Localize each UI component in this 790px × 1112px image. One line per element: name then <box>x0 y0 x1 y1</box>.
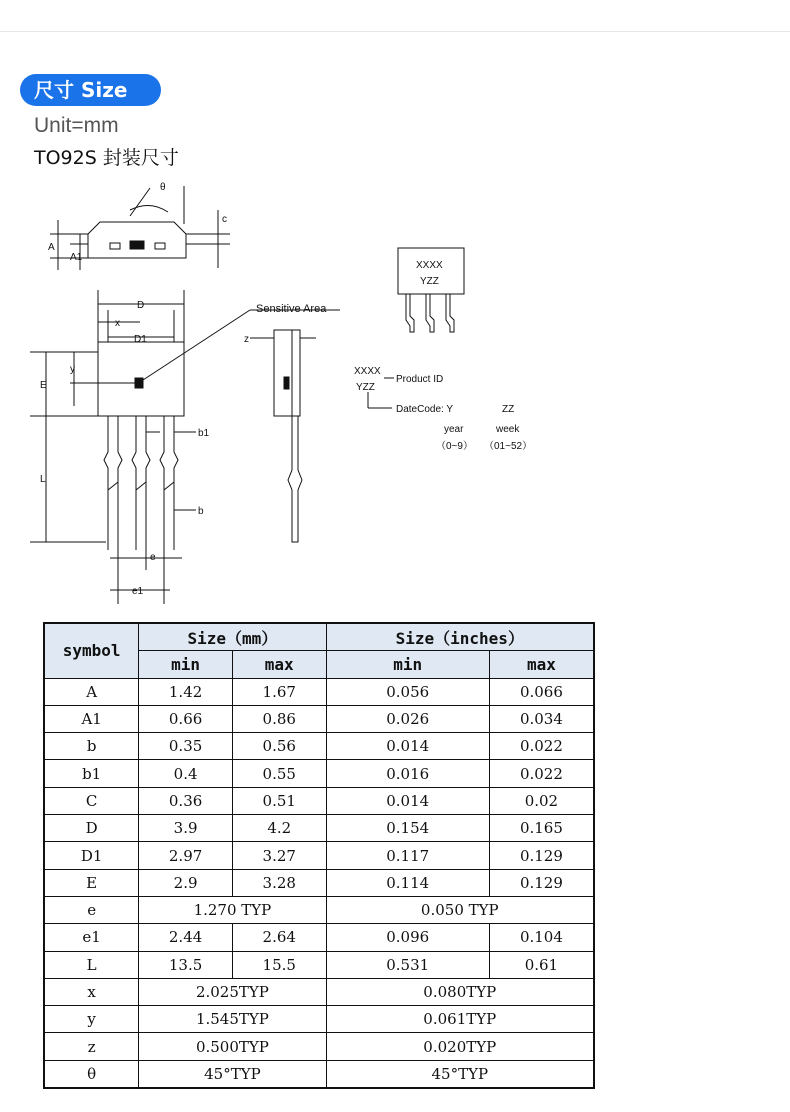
table-row: z 0.500TYP 0.020TYP <box>44 1033 594 1060</box>
label-theta: θ <box>160 182 166 193</box>
datecode-label: DateCode: Y <box>396 404 454 415</box>
label-y: y <box>70 364 75 375</box>
mm-max-header: max <box>232 651 326 678</box>
table-row: C 0.36 0.51 0.014 0.02 <box>44 787 594 814</box>
label-A: A <box>48 242 55 253</box>
label-b1: b1 <box>198 428 210 439</box>
unit-label: Unit=mm <box>34 114 119 137</box>
year-range: （0~9） <box>436 441 473 452</box>
label-e1: e1 <box>132 586 144 597</box>
marking-line1: XXXX <box>416 260 443 271</box>
table-row: E 2.9 3.28 0.114 0.129 <box>44 869 594 896</box>
label-c: c <box>222 214 227 225</box>
table-row: D 3.9 4.2 0.154 0.165 <box>44 815 594 842</box>
table-row: A1 0.66 0.86 0.026 0.034 <box>44 705 594 732</box>
package-drawing <box>0 170 600 610</box>
symbol-header: symbol <box>44 623 139 678</box>
body-side-outline <box>88 222 186 258</box>
package-title: TO92S 封装尺寸 <box>34 147 179 169</box>
label-sensitive-area: Sensitive Area <box>256 303 327 315</box>
table-row: y 1.545TYP 0.061TYP <box>44 1006 594 1033</box>
table-row: b1 0.4 0.55 0.016 0.022 <box>44 760 594 787</box>
size-inches-header: Size（inches） <box>326 623 594 651</box>
label-e: e <box>150 552 156 563</box>
table-row: L 13.5 15.5 0.531 0.61 <box>44 951 594 978</box>
table-row: D1 2.97 3.27 0.117 0.129 <box>44 842 594 869</box>
label-z: z <box>244 334 249 345</box>
table-row: e1 2.44 2.64 0.096 0.104 <box>44 924 594 951</box>
week-range: （01~52） <box>484 441 533 452</box>
in-max-header: max <box>489 651 594 678</box>
label-x: x <box>115 318 120 329</box>
label-E: E <box>40 380 47 391</box>
label-b: b <box>198 506 204 517</box>
label-L: L <box>40 474 46 485</box>
table-row: x 2.025TYP 0.080TYP <box>44 978 594 1005</box>
dimension-table <box>43 622 595 1089</box>
section-badge: 尺寸 Size <box>20 74 161 106</box>
year-label: year <box>444 424 464 435</box>
mm-min-header: min <box>139 651 233 678</box>
table-row: A 1.42 1.67 0.056 0.066 <box>44 678 594 705</box>
week-label: week <box>496 424 520 435</box>
legend-line2: YZZ <box>356 382 375 393</box>
table-row: θ 45°TYP 45°TYP <box>44 1060 594 1088</box>
product-id-label: Product ID <box>396 374 444 385</box>
legend-line1: XXXX <box>354 366 381 377</box>
top-divider <box>0 31 790 32</box>
in-min-header: min <box>326 651 489 678</box>
label-D1: D1 <box>134 334 147 345</box>
marking-line2: YZZ <box>420 276 439 287</box>
table-row: b 0.35 0.56 0.014 0.022 <box>44 733 594 760</box>
size-mm-header: Size（mm） <box>139 623 326 651</box>
label-D: D <box>137 300 145 311</box>
label-A1: A1 <box>70 252 83 263</box>
zz-label: ZZ <box>502 404 515 415</box>
table-row: e 1.270 TYP 0.050 TYP <box>44 896 594 923</box>
